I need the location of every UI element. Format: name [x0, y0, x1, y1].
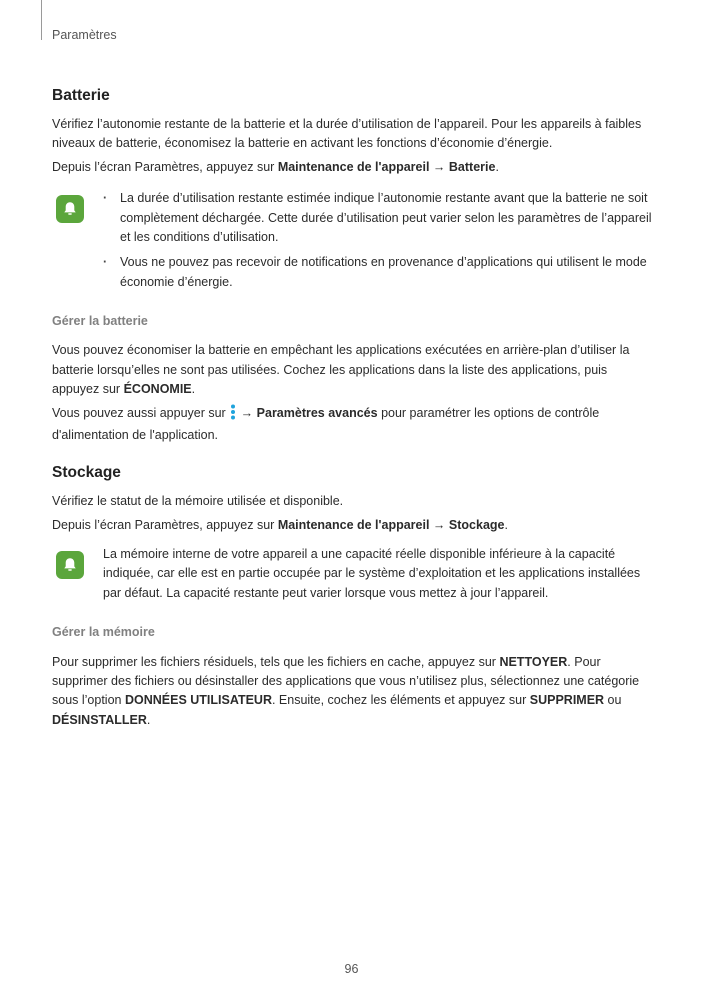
page-number: 96 [344, 962, 359, 976]
nettoyer-label: NETTOYER [499, 654, 568, 669]
advanced-settings-label: Paramètres avancés [256, 405, 378, 420]
storage-heading: Stockage [52, 464, 121, 482]
storage-path: Depuis l’écran Paramètres, appuyez sur Maintenance de l'appareil → Stockage. [52, 517, 508, 532]
note-item: · La durée d’utilisation restante estimée indique l’autonomie restante avant que la batterie ne soit complètement déchargée. Cette durée d’utilisation peut varier selon les paramètres de l’appareil et les conditions d’utilisation. [103, 189, 652, 247]
battery-path: Depuis l’écran Paramètres, appuyez sur Maintenance de l'appareil → Batterie. [52, 159, 499, 174]
battery-note [52, 189, 652, 292]
page-content [52, 84, 652, 734]
more-options-icon [230, 404, 236, 426]
storage-note [52, 545, 652, 603]
battery-intro: Vérifiez l’autonomie restante de la batterie et la durée d’utilisation de l’appareil. Pour les appareils à faibles niveaux de batterie, économisez la batterie en activant les fonctions d’économie d’énergie. [52, 117, 642, 151]
battery-path-item: Batterie [448, 159, 496, 174]
note-item: · Vous ne pouvez pas recevoir de notifications en provenance d’applications qui utilisent le mode économie d’énergie. [103, 253, 652, 292]
running-header: Paramètres [52, 28, 117, 42]
manage-storage-text: Pour supprimer les fichiers résiduels, tels que les fichiers en cache, appuyez sur NETTOYER. Pour supprimer des fichiers ou désinstaller des applications que vous n’utilisez plus, sélectionnez une catégorie sous l’option DONNÉES UTILISATEUR. Ensuite, cochez les éléments et appuyez sur SUPPRIMER ou DÉSINSTALLER. [52, 654, 640, 727]
manage-battery-heading: Gérer la batterie [52, 314, 148, 329]
battery-path-menu: Maintenance de l'appareil [277, 159, 430, 174]
supprimer-label: SUPPRIMER [529, 693, 605, 708]
storage-path-menu: Maintenance de l'appareil [277, 517, 430, 532]
storage-note-text: La mémoire interne de votre appareil a une capacité réelle disponible inférieure à la capacité indiquée, car elle est en partie occupée par le système d’exploitation et les applications installées par défaut. La capacité restante peut varier lorsque vous mettez à jour l’appareil. [103, 547, 641, 600]
bell-icon [56, 195, 84, 223]
storage-path-item: Stockage [448, 517, 505, 532]
manage-storage-heading: Gérer la mémoire [52, 625, 155, 640]
economie-label: ÉCONOMIE [123, 382, 192, 397]
battery-heading: Batterie [52, 87, 110, 104]
bell-icon [56, 551, 84, 579]
manage-battery-p1: Vous pouvez économiser la batterie en empêchant les applications exécutées en arrière-plan d’utiliser la batterie lorsqu’elles ne sont pas utilisées. Cochez les applications dans la liste des applications, puis appuyez sur ÉCONOMIE. [52, 343, 630, 397]
desinstaller-label: DÉSINSTALLER [52, 712, 147, 727]
header-rule [41, 0, 42, 40]
battery-note-list [103, 189, 652, 292]
manage-battery-p2: Vous pouvez aussi appuyer sur → Paramètres avancés pour paramétrer les options de contrôle d'alimentation de l'application. [52, 405, 600, 442]
storage-intro: Vérifiez le statut de la mémoire utilisée et disponible. [52, 494, 344, 509]
donnees-utilisateur-label: DONNÉES UTILISATEUR [124, 693, 272, 708]
